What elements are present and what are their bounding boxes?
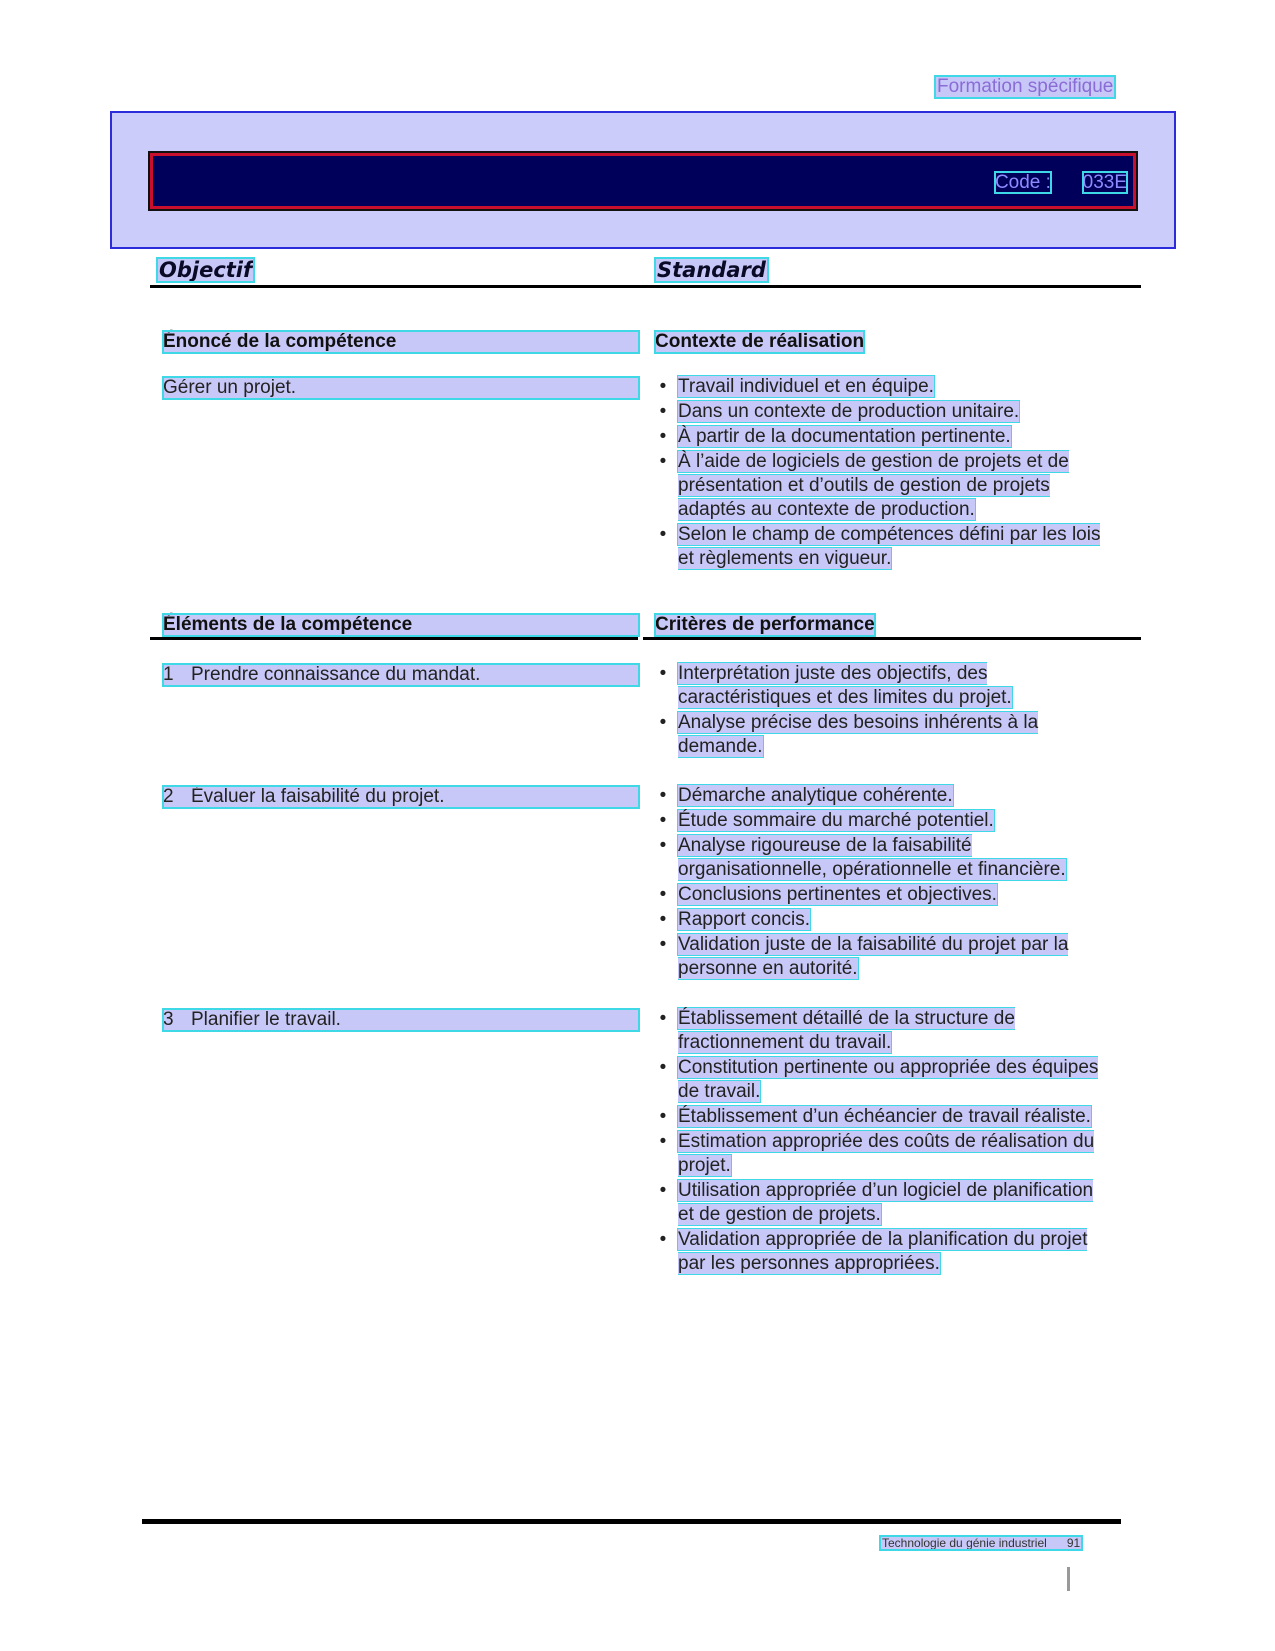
list-item-text: Établissement d’un échéancier de travail réaliste.: [678, 1106, 1091, 1127]
element-row: [163, 1009, 639, 1031]
competence-statement: Gérer un projet.: [163, 377, 639, 399]
list-item: [655, 450, 1105, 522]
bullet-icon: •: [659, 1229, 667, 1250]
list-item-text: Estimation appropriée des coûts de réalisation du projet.: [678, 1131, 1095, 1176]
list-item: [655, 1130, 1105, 1178]
running-header: Formation spécifique: [937, 76, 1114, 97]
column-title-objectif: Objectif: [159, 258, 253, 282]
heading-enonce: Énoncé de la compétence: [163, 331, 639, 353]
list-item: [655, 1179, 1105, 1227]
context-list: [655, 375, 1105, 572]
criteria-list: [655, 1007, 1105, 1277]
list-item-text: Conclusions pertinentes et objectives.: [678, 884, 997, 905]
list-item: [655, 1007, 1105, 1055]
code-value: 033E: [1082, 172, 1127, 193]
bullet-icon: •: [659, 426, 667, 447]
title-band: [110, 111, 1176, 249]
heading-contexte: Contexte de réalisation: [655, 331, 865, 352]
bullet-icon: •: [659, 1131, 667, 1152]
bullet-icon: •: [659, 909, 667, 930]
list-item-text: Étude sommaire du marché potentiel.: [678, 810, 994, 831]
title-bar: [150, 153, 1136, 209]
list-item-text: Dans un contexte de production unitaire.: [678, 401, 1020, 422]
rule-top: [150, 285, 1141, 288]
bullet-icon: •: [659, 1106, 667, 1127]
list-item-text: Travail individuel et en équipe.: [678, 376, 934, 397]
page-number: 91: [1066, 1536, 1081, 1550]
footer-program: Technologie du génie industriel: [882, 1536, 1047, 1550]
element-row: [163, 664, 639, 686]
bullet-icon: •: [659, 1180, 667, 1201]
bullet-icon: •: [659, 884, 667, 905]
element-label: Planifier le travail.: [191, 1009, 341, 1030]
list-item: [655, 834, 1105, 882]
text-cursor-mark: [1067, 1567, 1070, 1591]
list-item-text: Constitution pertinente ou appropriée des équipes de travail.: [678, 1057, 1099, 1102]
list-item: [655, 784, 1105, 808]
bullet-icon: •: [659, 663, 667, 684]
footer-rule: [142, 1519, 1121, 1524]
list-item: [655, 809, 1105, 833]
page-footer: [880, 1536, 1082, 1550]
heading-criteres: Critères de performance: [655, 614, 875, 635]
list-item: [655, 662, 1105, 710]
rule-criteres: [643, 637, 1141, 640]
list-item-text: Validation juste de la faisabilité du projet par la personne en autorité.: [678, 934, 1069, 979]
criteria-list: [655, 662, 1105, 760]
criteria-list: [655, 784, 1105, 982]
list-item-text: Validation appropriée de la planification du projet par les personnes appropriées.: [678, 1229, 1088, 1274]
element-label: Prendre connaissance du mandat.: [191, 664, 481, 685]
list-item: [655, 1056, 1105, 1104]
bullet-icon: •: [659, 1008, 667, 1029]
code-label: Code :: [994, 172, 1051, 193]
list-item: [655, 933, 1105, 981]
column-title-standard: Standard: [657, 258, 766, 282]
element-number: 2: [163, 786, 174, 807]
list-item-text: Analyse précise des besoins inhérents à la demande.: [678, 712, 1039, 757]
bullet-icon: •: [659, 401, 667, 422]
list-item: [655, 883, 1105, 907]
bullet-icon: •: [659, 524, 667, 545]
list-item: [655, 1105, 1105, 1129]
list-item: [655, 711, 1105, 759]
list-item-text: À l’aide de logiciels de gestion de projets et de présentation et d’outils de gestion de projets adaptés au contexte de production.: [678, 451, 1069, 520]
list-item-text: Démarche analytique cohérente.: [678, 785, 953, 806]
bullet-icon: •: [659, 835, 667, 856]
list-item-text: Analyse rigoureuse de la faisabilité organisationnelle, opérationnelle et financière.: [678, 835, 1066, 880]
bullet-icon: •: [659, 810, 667, 831]
list-item-text: Selon le champ de compétences défini par les lois et règlements en vigueur.: [678, 524, 1101, 569]
list-item: [655, 425, 1105, 449]
list-item-text: À partir de la documentation pertinente.: [678, 426, 1011, 447]
list-item: [655, 375, 1105, 399]
bullet-icon: •: [659, 785, 667, 806]
list-item-text: Utilisation appropriée d’un logiciel de planification et de gestion de projets.: [678, 1180, 1094, 1225]
element-number: 1: [163, 664, 174, 685]
list-item: [655, 1228, 1105, 1276]
rule-elements: [150, 637, 638, 640]
list-item: [655, 908, 1105, 932]
element-label: Évaluer la faisabilité du projet.: [191, 786, 445, 807]
element-row: [163, 786, 639, 808]
code-line: [995, 172, 1127, 194]
list-item-text: Rapport concis.: [678, 909, 811, 930]
list-item-text: Établissement détaillé de la structure de fractionnement du travail.: [678, 1008, 1015, 1053]
element-number: 3: [163, 1009, 174, 1030]
list-item: [655, 523, 1105, 571]
bullet-icon: •: [659, 712, 667, 733]
bullet-icon: •: [659, 934, 667, 955]
list-item-text: Interprétation juste des objectifs, des caractéristiques et des limites du projet.: [678, 663, 1012, 708]
bullet-icon: •: [659, 376, 667, 397]
bullet-icon: •: [659, 1057, 667, 1078]
bullet-icon: •: [659, 451, 667, 472]
list-item: [655, 400, 1105, 424]
heading-elements: Éléments de la compétence: [163, 614, 639, 636]
